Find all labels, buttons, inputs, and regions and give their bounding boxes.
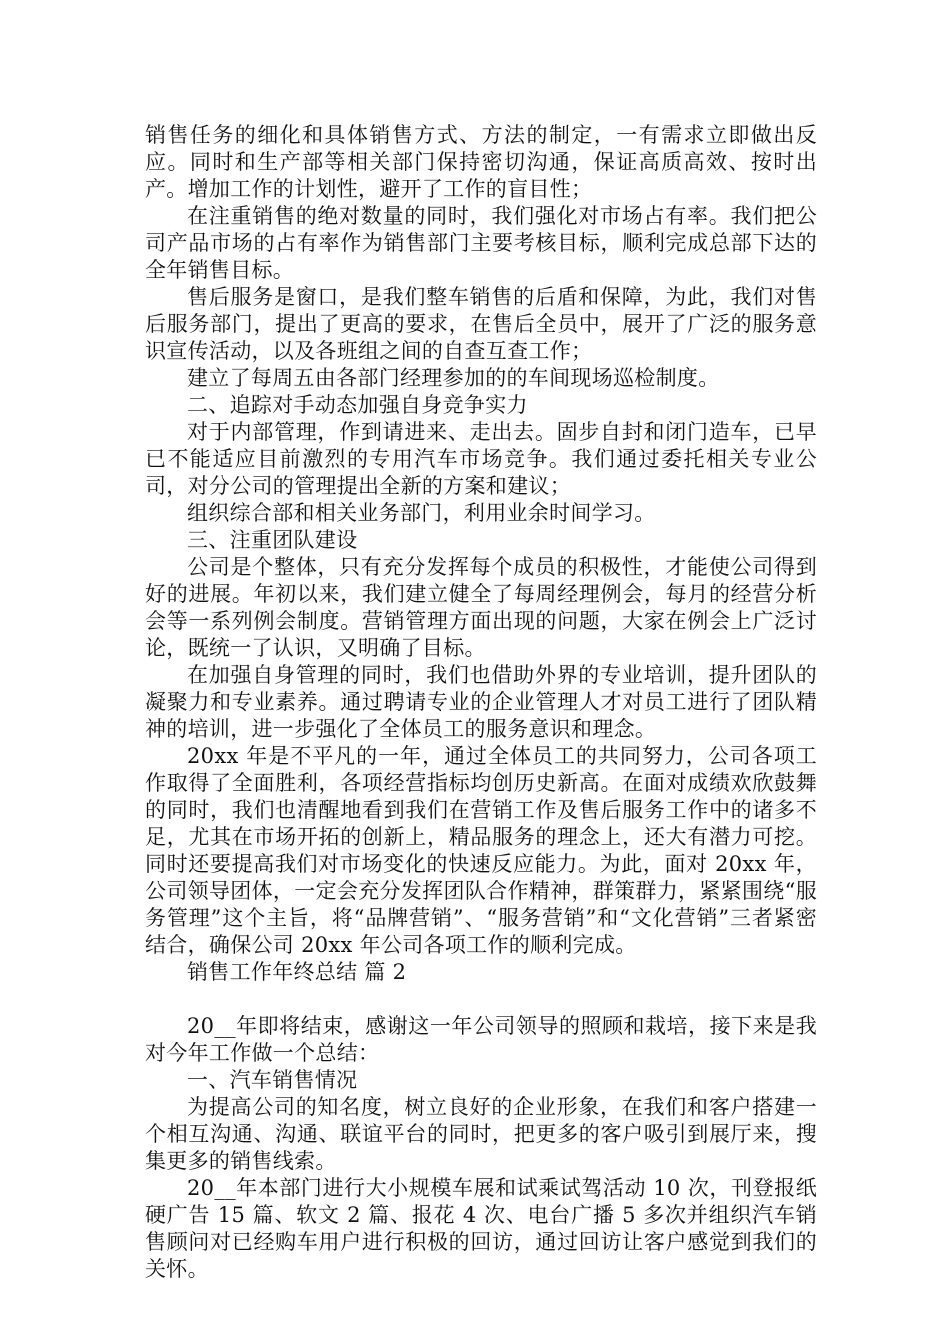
paragraph-market-share: 在注重销售的绝对数量的同时，我们强化对市场占有率。我们把公司产品市场的占有率作为销售部门主要考核目标，顺利完成总部下达的全年销售目标。 bbox=[145, 204, 817, 282]
paragraph-internal-management: 对于内部管理，作到请进来、走出去。固步自封和闭门造车，已早已不能适应目前激烈的专用汽车市场竞争。我们通过委托相关专业公司，对分公司的管理提出全新的方案和建议； bbox=[145, 420, 817, 498]
paragraph-after-sales-service: 售后服务是窗口，是我们整车销售的后盾和保障，为此，我们对售后服务部门，提出了更高的要求，在售后全员中，展开了广泛的服务意识宣传活动，以及各班组之间的自查互查工作； bbox=[145, 285, 817, 363]
paragraph-events-statistics: 20__年本部门进行大小规模车展和试乘试驾活动 10 次，刊登报纸硬广告 15 篇、软文 2 篇、报花 4 次、电台广播 5 多次并组织汽车销售顾问对已经购车用户进行积极的回访，通过回访让客户感觉到我们的关怀。 bbox=[145, 1176, 817, 1281]
paragraph-study-organization: 组织综合部和相关业务部门，利用业余时间学习。 bbox=[187, 501, 656, 525]
paragraph-professional-training: 在加强自身管理的同时，我们也借助外界的专业培训，提升团队的凝聚力和专业素养。通过聘请专业的企业管理人才对员工进行了团队精神的培训，进一步强化了全体员工的服务意识和理念。 bbox=[145, 663, 817, 741]
section-heading-team-building: 三、注重团队建设 bbox=[187, 528, 358, 552]
paragraph-sales-task-detail: 销售任务的细化和具体销售方式、方法的制定，一有需求立即做出反应。同时和生产部等相关部门保持密切沟通，保证高质高效、按时出产。增加工作的计划性，避开了工作的盲目性； bbox=[145, 123, 817, 201]
paragraph-company-whole: 公司是个整体，只有充分发挥每个成员的积极性，才能使公司得到好的进展。年初以来，我们建立健全了每周经理例会，每月的经营分析会等一系列例会制度。营销管理方面出现的问题，大家在例会上广泛讨论，既统一了认识，又明确了目标。 bbox=[145, 555, 817, 660]
section-heading-competition: 二、追踪对手动态加强自身竞争实力 bbox=[187, 393, 528, 417]
blank-line bbox=[145, 986, 817, 1013]
article-title-part-2: 销售工作年终总结 篇 2 bbox=[187, 960, 407, 984]
section-heading-car-sales: 一、汽车销售情况 bbox=[187, 1068, 358, 1092]
document-page bbox=[145, 122, 817, 1283]
paragraph-year-summary: 20xx 年是不平凡的一年，通过全体员工的共同努力，公司各项工作取得了全面胜利，各项经营指标均创历史新高。在面对成绩欢欣鼓舞的同时，我们也清醒地看到我们在营销工作及售后服务工作中的诸多不足，尤其在市场开拓的创新上，精品服务的理念上，还大有潜力可挖。同时还要提高我们对市场变化的快速反应能力。为此，面对 20xx 年，公司领导团体，一定会充分发挥团队合作精神，群策群力，紧紧围绕“服务管理”这个主旨，将“品牌营销”、“服务营销”和“文化营销”三者紧密结合，确保公司 20xx 年公司各项工作的顺利完成。 bbox=[145, 744, 817, 957]
paragraph-brand-awareness: 为提高公司的知名度，树立良好的企业形象，在我们和客户搭建一个相互沟通、沟通、联谊平台的同时，把更多的客户吸引到展厅来，搜集更多的销售线索。 bbox=[145, 1095, 817, 1173]
paragraph-intro-part-2: 20__年即将结束，感谢这一年公司领导的照顾和栽培，接下来是我对今年工作做一个总结： bbox=[145, 1014, 817, 1065]
paragraph-weekly-inspection: 建立了每周五由各部门经理参加的的车间现场巡检制度。 bbox=[187, 366, 720, 390]
